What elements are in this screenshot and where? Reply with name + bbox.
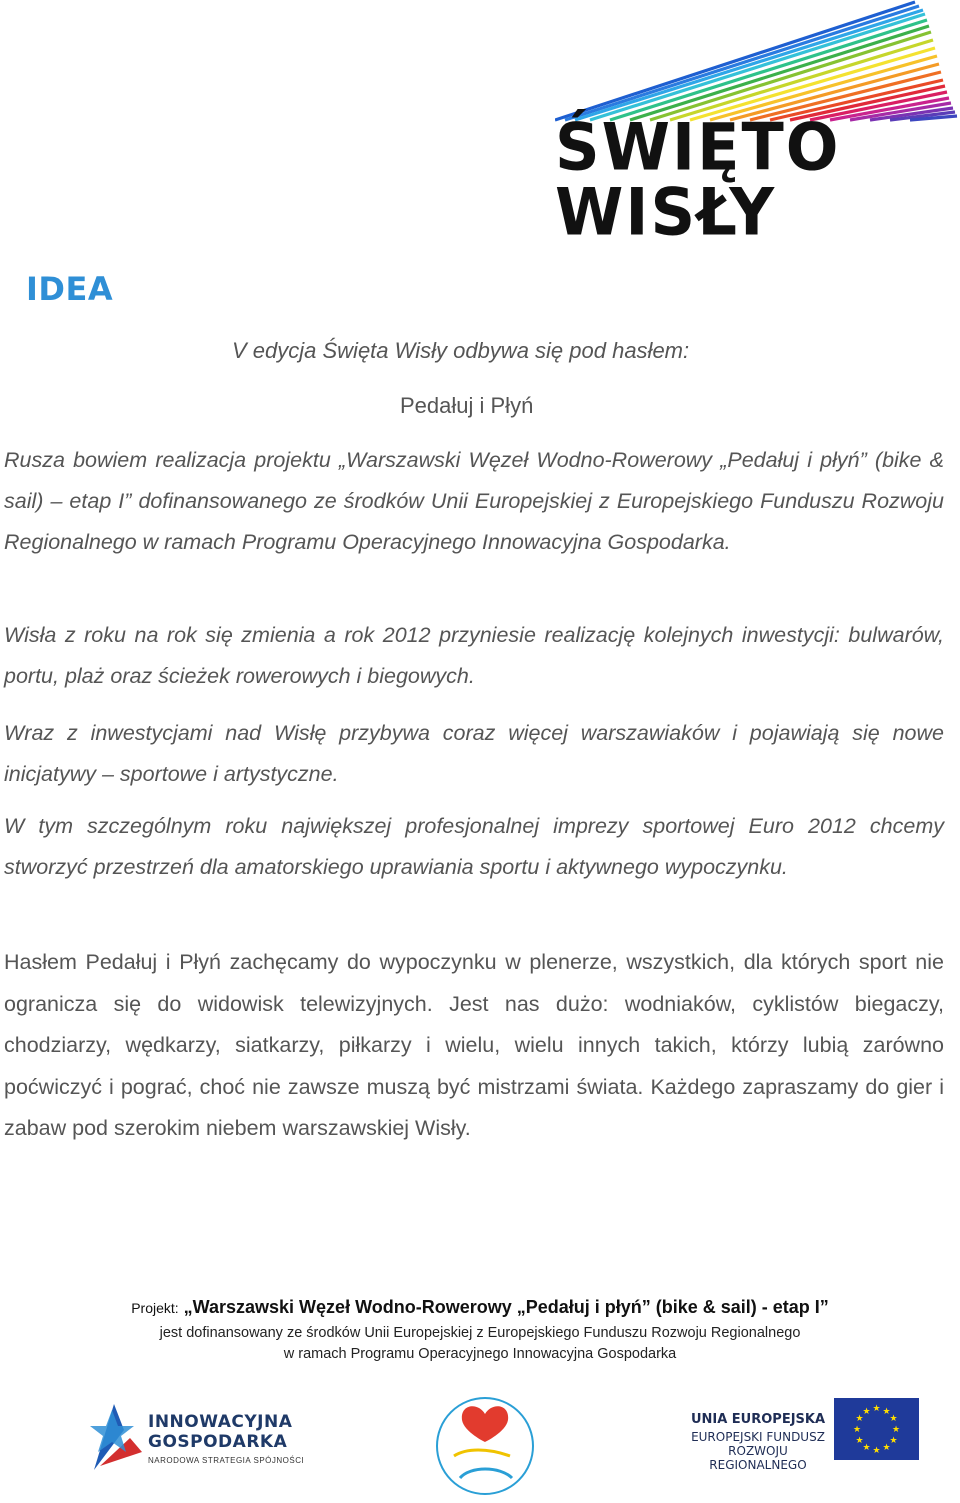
- svg-text:★: ★: [889, 1436, 898, 1446]
- svg-text:★: ★: [872, 1446, 881, 1456]
- footer-logos: [0, 1380, 960, 1501]
- ue-line2: EUROPEJSKI FUNDUSZ: [691, 1430, 825, 1444]
- svg-text:★: ★: [882, 1407, 891, 1417]
- ue-line3: ROZWOJU REGIONALNEGO: [709, 1444, 807, 1472]
- swieto-wisly-logo: [555, 0, 960, 251]
- ig-line1: INNOWACYJNA: [148, 1412, 293, 1432]
- paragraph-initiatives: Wraz z inwestycjami nad Wisłę przybywa coraz więcej warszawiaków i pojawiają się nowe inicjatywy – sportowe i artystyczne.: [4, 721, 944, 786]
- svg-text:★: ★: [862, 1407, 871, 1417]
- svg-text:★: ★: [862, 1443, 871, 1453]
- ue-efrr-logo-text: [683, 1412, 833, 1472]
- footer-project-title: „Warszawski Węzeł Wodno-Rowerowy „Pedałuj i płyń” (bike & sail) - etap I”: [183, 1297, 829, 1317]
- svg-text:★: ★: [882, 1443, 891, 1453]
- logo-wordmark: ŚWIĘTO WISŁY: [555, 108, 841, 251]
- paragraph-euro-2012: W tym szczególnym roku największej profesjonalnej imprezy sportowej Euro 2012 chcemy stworzyć przestrzeń dla amatorskiego uprawiania sportu i aktywnego wypoczynku.: [4, 814, 944, 879]
- footer-funding-line: jest dofinansowany ze środków Unii Europejskiej z Europejskiego Funduszu Rozwoju Regionalnego: [159, 1325, 801, 1341]
- paragraph-invitation: Hasłem Pedałuj i Płyń zachęcamy do wypoczynku w plenerze, wszystkich, dla których sport nie ogranicza się do widowisk telewizyjnych. Jest nas dużo: wodniaków, cyklistów biegaczy, chodziarzy, wędkarzy, siatkarzy, piłkarzy i wielu, wielu innych takich, którzy lubią zarówno poćwiczyć i pograć, choć nie zawsze muszą być mistrzami świata. Każdego zapraszamy do gier i zabaw pod szerokim niebem warszawskiej Wisły.: [4, 950, 944, 1140]
- paragraph-investments: Wisła z roku na rok się zmienia a rok 2012 przyniesie realizację kolejnych inwestycji: bulwarów, portu, plaż oraz ścieżek rowerowych i biegowych.: [4, 623, 944, 688]
- eu-flag-icon: [834, 1398, 919, 1460]
- svg-text:★: ★: [872, 1404, 881, 1414]
- svg-text:★: ★: [852, 1425, 862, 1435]
- paragraph-project: Rusza bowiem realizacja projektu „Warszawski Węzeł Wodno-Rowerowy „Pedałuj i płyń” (bike & sail) – etap I” dofinansowanego ze środków Unii Europejskiej z Europejskiego Funduszu Rozwoju Regionalnego w ramach Programu Operacyjnego Innowacyjna Gospodarka.: [4, 448, 944, 554]
- ue-line1: UNIA EUROPEJSKA: [690, 1412, 826, 1427]
- innowacyjna-gospodarka-logo: [90, 1400, 320, 1480]
- page-title: IDEA: [26, 270, 114, 308]
- svg-text:★: ★: [889, 1414, 898, 1424]
- zakochaj-sie-w-warszawie-logo: [430, 1386, 540, 1498]
- intro-line: V edycja Święta Wisły odbywa się pod hasłem:: [232, 338, 690, 363]
- footer-project-lead: Projekt:: [131, 1300, 179, 1316]
- svg-text:★: ★: [855, 1436, 864, 1446]
- ig-line2: GOSPODARKA: [148, 1432, 288, 1452]
- svg-text:★: ★: [891, 1425, 901, 1435]
- slogan: Pedałuj i Płyń: [400, 393, 534, 418]
- heart-seal-icon: [430, 1386, 540, 1498]
- ig-line3: NARODOWA STRATEGIA SPÓJNOŚCI: [148, 1456, 305, 1465]
- footer-program-line: w ramach Programu Operacyjnego Innowacyjna Gospodarka: [283, 1346, 677, 1362]
- star-flag-icon: [90, 1400, 146, 1480]
- footer-project: [0, 1297, 960, 1318]
- svg-text:★: ★: [855, 1414, 864, 1424]
